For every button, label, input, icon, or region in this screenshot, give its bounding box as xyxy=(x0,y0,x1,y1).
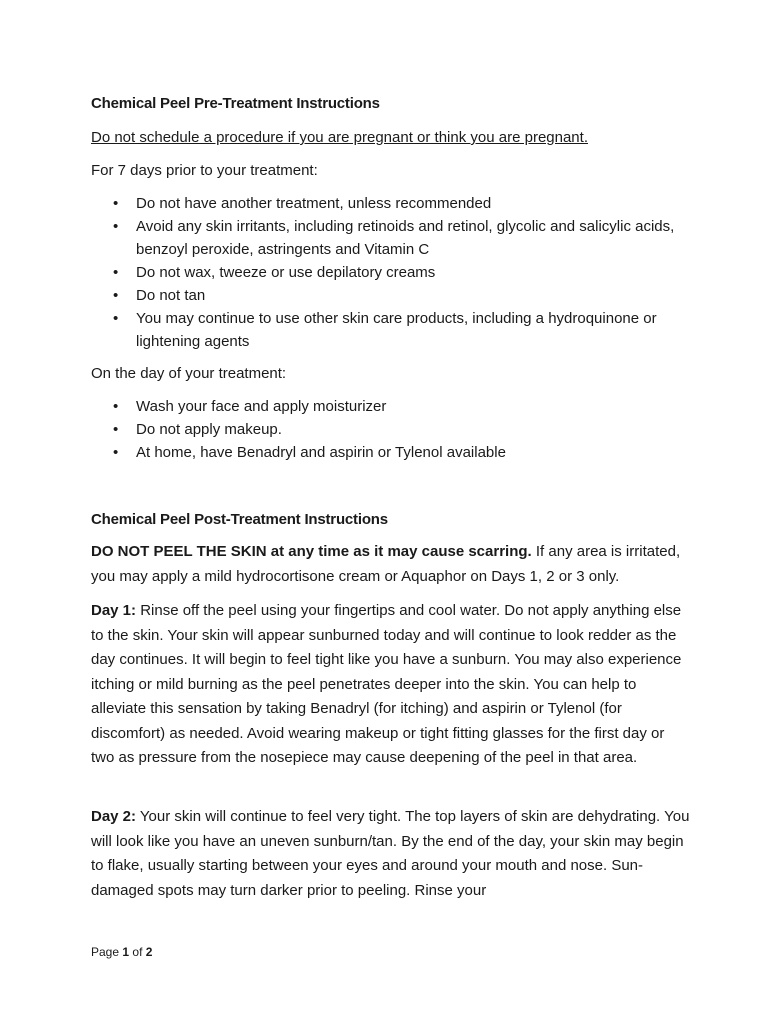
pre-treatment-title: Chemical Peel Pre-Treatment Instructions xyxy=(91,95,380,112)
day2-paragraph xyxy=(91,805,691,903)
pregnancy-warning: Do not schedule a procedure if you are pregnant or think you are pregnant. xyxy=(91,129,588,146)
page-of: of xyxy=(132,945,143,959)
bullet-icon: • xyxy=(113,421,119,438)
seven-days-list xyxy=(91,192,691,353)
bullet-icon: • xyxy=(113,264,119,281)
seven-days-label: For 7 days prior to your treatment: xyxy=(91,162,318,179)
post-treatment-title: Chemical Peel Post-Treatment Instructions xyxy=(91,511,388,528)
bullet-icon: • xyxy=(113,287,119,304)
peel-warning-text: If any area is irritated, you may apply a mild hydrocortisone cream or Aquaphor on Days 1, 2 or 3 only. xyxy=(91,543,681,585)
day2-label: Day 2: xyxy=(91,808,137,825)
bullet-icon: • xyxy=(113,195,119,212)
day1-label: Day 1: xyxy=(91,602,137,619)
day-of-list xyxy=(91,395,691,464)
peel-warning-bold: DO NOT PEEL THE SKIN at any time as it may cause scarring. xyxy=(91,543,532,560)
bullet-icon: • xyxy=(113,310,119,327)
bullet-icon: • xyxy=(113,218,119,235)
list-item: • You may continue to use other skin care products, including a hydroquinone or lightening agents xyxy=(91,307,691,353)
list-item: • Do not tan xyxy=(91,284,691,307)
bullet-icon: • xyxy=(113,444,119,461)
list-item: • Do not have another treatment, unless recommended xyxy=(91,192,691,215)
peel-warning-paragraph xyxy=(91,540,691,589)
day-of-label: On the day of your treatment: xyxy=(91,365,287,382)
list-item: • Avoid any skin irritants, including retinoids and retinol, glycolic and salicylic acids, benzoyl peroxide, astringents and Vitamin C xyxy=(91,215,691,261)
day1-text: Rinse off the peel using your fingertips and cool water. Do not apply anything else to the skin. Your skin will appear sunburned today and will continue to look redder as the day continues. It will begin to feel tight like you have a sunburn. You may also experience itching or mild burning as the peel penetrates deeper into the skin. You can help to alleviate this sensation by taking Benadryl (for itching) and aspirin or Tylenol (for discomfort) as needed. Avoid wearing makeup or tight fitting glasses for the first day or two as pressure from the nosepiece may cause deepening of the peel in that area. xyxy=(91,602,682,766)
list-item: • Do not apply makeup. xyxy=(91,418,691,441)
page-current: 1 xyxy=(122,945,130,959)
list-item: • Wash your face and apply moisturizer xyxy=(91,395,691,418)
list-item: • Do not wax, tweeze or use depilatory creams xyxy=(91,261,691,284)
list-item: • At home, have Benadryl and aspirin or Tylenol available xyxy=(91,441,691,464)
page-word: Page xyxy=(91,945,120,959)
page-footer xyxy=(91,943,152,961)
page-total: 2 xyxy=(145,945,153,959)
bullet-icon: • xyxy=(113,398,119,415)
day1-paragraph xyxy=(91,599,691,771)
day2-text: Your skin will continue to feel very tight. The top layers of skin are dehydrating. You will look like you have an uneven sunburn/tan. By the end of the day, your skin may begin to flake, usually starting between your eyes and around your mouth and nose. Sun-damaged spots may turn darker prior to peeling. Rinse your xyxy=(91,808,690,899)
